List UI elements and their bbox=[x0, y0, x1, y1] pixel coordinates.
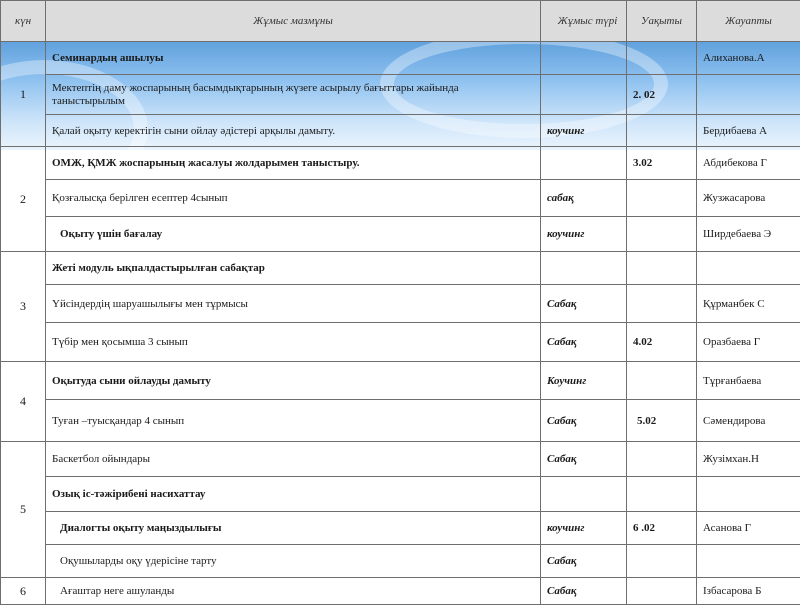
responsible-cell bbox=[697, 252, 800, 285]
content-cell: Баскетбол ойындары bbox=[46, 442, 541, 477]
responsible-cell: Алиханова.А bbox=[697, 42, 800, 75]
type-cell: коучинг bbox=[541, 512, 627, 545]
day-cell: 2 bbox=[1, 147, 46, 252]
content-cell: Туған –туысқандар 4 сынып bbox=[46, 400, 541, 442]
type-cell: Сабақ bbox=[541, 545, 627, 578]
table-row bbox=[1, 147, 800, 180]
type-cell bbox=[541, 477, 627, 512]
time-cell bbox=[627, 545, 697, 578]
table-row bbox=[1, 115, 800, 147]
time-cell bbox=[627, 578, 697, 605]
content-cell: Мектептің даму жоспарының басымдықтарының жүзеге асырылу бағыттары жайында таныстырылым bbox=[46, 75, 541, 115]
table-row bbox=[1, 323, 800, 362]
table-row bbox=[1, 42, 800, 75]
content-cell: Оқытуда сыни ойлауды дамыту bbox=[46, 362, 541, 400]
type-cell: Сабақ bbox=[541, 323, 627, 362]
header-content: Жұмыс мазмұны bbox=[46, 1, 541, 42]
day-cell: 5 bbox=[1, 442, 46, 578]
content-cell: Жеті модуль ықпалдастырылған сабақтар bbox=[46, 252, 541, 285]
type-cell: Сабақ bbox=[541, 400, 627, 442]
header-time: Уақыты bbox=[627, 1, 697, 42]
table-row bbox=[1, 75, 800, 115]
time-cell bbox=[627, 362, 697, 400]
type-cell: Сабақ bbox=[541, 578, 627, 605]
time-cell bbox=[627, 252, 697, 285]
day-cell: 3 bbox=[1, 252, 46, 362]
day-cell: 6 bbox=[1, 578, 46, 605]
table-row bbox=[1, 400, 800, 442]
responsible-cell: Бердибаева А bbox=[697, 115, 800, 147]
table-row bbox=[1, 180, 800, 217]
content-cell: ОМЖ, ҚМЖ жоспарының жасалуы жолдарымен таныстыру. bbox=[46, 147, 541, 180]
content-cell: Оқыту үшін бағалау bbox=[46, 217, 541, 252]
responsible-cell: Жузімхан.Н bbox=[697, 442, 800, 477]
content-cell: Түбір мен қосымша 3 сынып bbox=[46, 323, 541, 362]
type-cell bbox=[541, 147, 627, 180]
responsible-cell: Жузжасарова bbox=[697, 180, 800, 217]
table-row bbox=[1, 442, 800, 477]
table-row bbox=[1, 578, 800, 605]
table-row bbox=[1, 362, 800, 400]
table-row bbox=[1, 217, 800, 252]
type-cell: коучинг bbox=[541, 115, 627, 147]
header-type: Жұмыс түрі bbox=[541, 1, 627, 42]
time-cell: 3.02 bbox=[627, 147, 697, 180]
table-row bbox=[1, 512, 800, 545]
time-cell bbox=[627, 442, 697, 477]
time-cell bbox=[627, 115, 697, 147]
type-cell bbox=[541, 42, 627, 75]
content-cell: Оқушыларды оқу үдерісіне тарту bbox=[46, 545, 541, 578]
time-cell bbox=[627, 42, 697, 75]
responsible-cell: Ізбасарова Б bbox=[697, 578, 800, 605]
header-responsible: Жауапты bbox=[697, 1, 800, 42]
time-cell: 2. 02 bbox=[627, 75, 697, 115]
time-cell: 4.02 bbox=[627, 323, 697, 362]
type-cell: Сабақ bbox=[541, 442, 627, 477]
table-row bbox=[1, 477, 800, 512]
responsible-cell bbox=[697, 477, 800, 512]
time-cell: 6 .02 bbox=[627, 512, 697, 545]
content-cell: Қалай оқыту керектігін сыни ойлау әдістері арқылы дамыту. bbox=[46, 115, 541, 147]
type-cell: Коучинг bbox=[541, 362, 627, 400]
table-row bbox=[1, 252, 800, 285]
type-cell: коучинг bbox=[541, 217, 627, 252]
day-cell: 4 bbox=[1, 362, 46, 442]
table-row bbox=[1, 545, 800, 578]
type-cell: Сабақ bbox=[541, 285, 627, 323]
responsible-cell bbox=[697, 75, 800, 115]
type-cell: сабақ bbox=[541, 180, 627, 217]
content-cell: Диалогты оқыту маңыздылығы bbox=[46, 512, 541, 545]
responsible-cell: Абдибекова Г bbox=[697, 147, 800, 180]
responsible-cell: Оразбаева Г bbox=[697, 323, 800, 362]
type-cell bbox=[541, 252, 627, 285]
content-cell: Озық іс-тәжірибені насихаттау bbox=[46, 477, 541, 512]
time-cell bbox=[627, 217, 697, 252]
content-cell: Семинардың ашылуы bbox=[46, 42, 541, 75]
time-cell bbox=[627, 180, 697, 217]
content-cell: Үйсіндердің шаруашылығы мен тұрмысы bbox=[46, 285, 541, 323]
time-cell bbox=[627, 477, 697, 512]
responsible-cell: Құрманбек С bbox=[697, 285, 800, 323]
time-cell: 5.02 bbox=[627, 400, 697, 442]
day-cell: 1 bbox=[1, 42, 46, 147]
responsible-cell bbox=[697, 545, 800, 578]
type-cell bbox=[541, 75, 627, 115]
responsible-cell: Асанова Г bbox=[697, 512, 800, 545]
table-row bbox=[1, 285, 800, 323]
responsible-cell: Ширдебаева Э bbox=[697, 217, 800, 252]
content-cell: Ағаштар неге ашуланды bbox=[46, 578, 541, 605]
responsible-cell: Сәмендирова bbox=[697, 400, 800, 442]
content-cell: Қозғалысқа берілген есептер 4сынып bbox=[46, 180, 541, 217]
table-header-row bbox=[1, 1, 800, 42]
responsible-cell: Тұрғанбаева bbox=[697, 362, 800, 400]
time-cell bbox=[627, 285, 697, 323]
header-day: күн bbox=[1, 1, 46, 42]
